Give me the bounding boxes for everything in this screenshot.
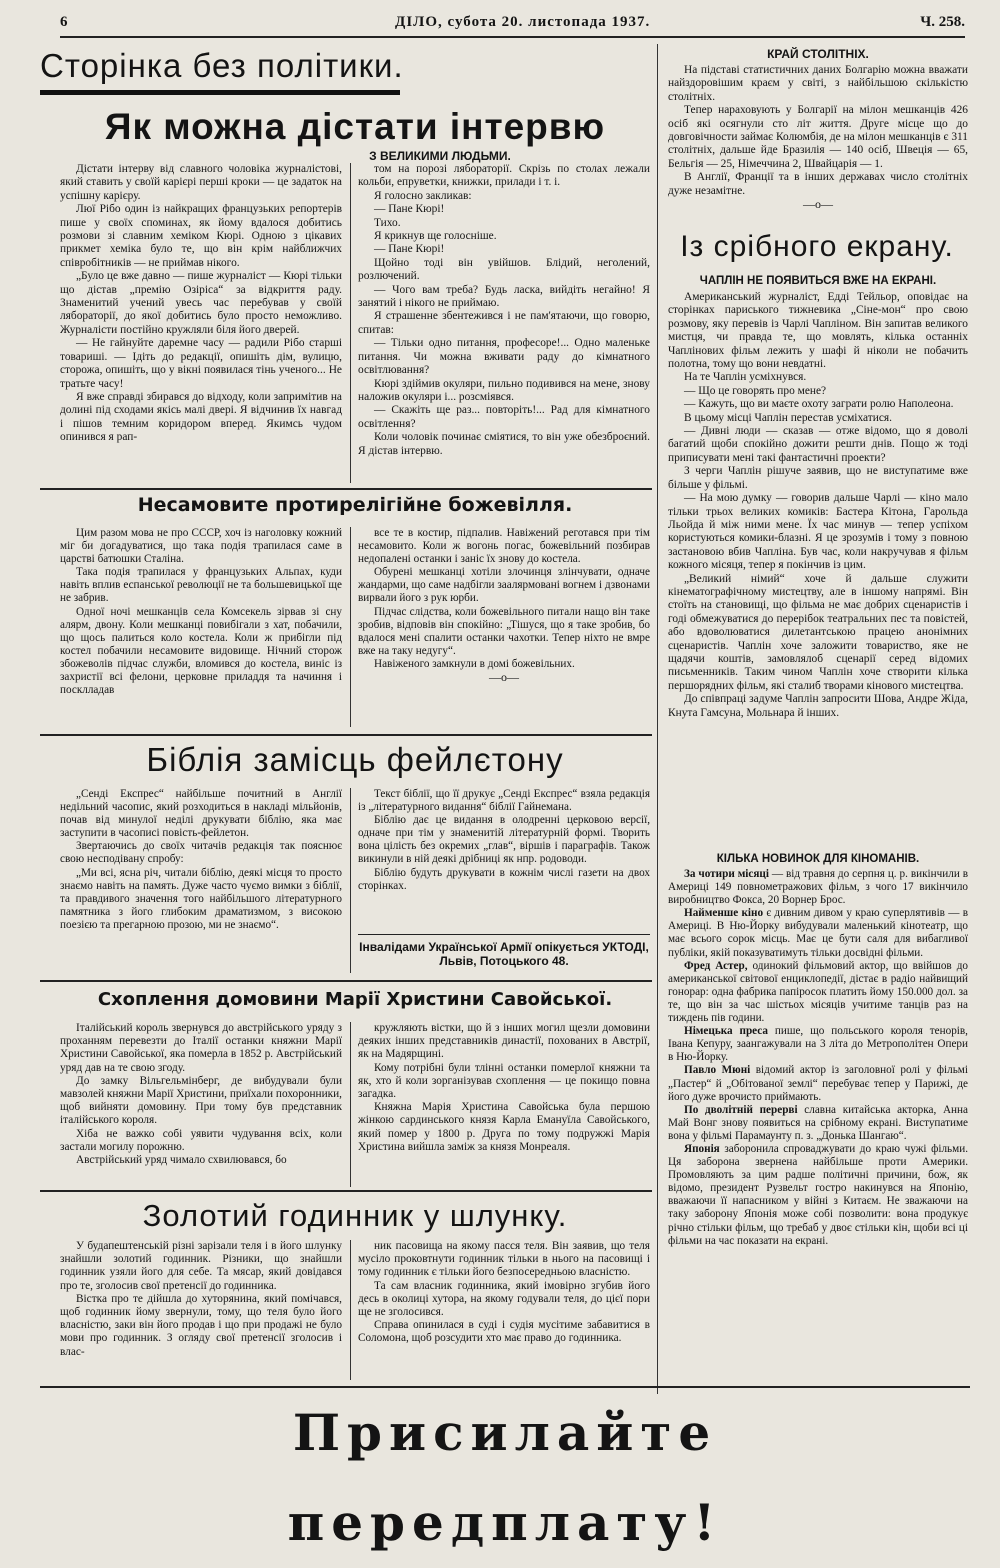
paragraph: — Чого вам треба? Будь ласка, вийдіть негайно! Я занятий і нікого не приймаю. [358, 283, 650, 310]
column-divider [657, 44, 658, 1394]
screen-header [662, 226, 972, 268]
section-title-block [40, 44, 410, 95]
religion-column-right [358, 527, 650, 683]
news-item [668, 868, 968, 907]
paragraph: — Скажіть ще раз... повторіть!... Рад для кімнатного освітлення? [358, 404, 650, 430]
news-item [668, 1025, 968, 1064]
paragraph: „Ми всі, ясна річ, читали біблію, деякі місця то просто знаємо навіть на память. Дуже часто чуємо вимки з біблії, та правдивого значення того найбільшого літературного памятника з його глибоким драматизмом, з високою поезією та прегарною прозою, ми не знаємо“. [60, 866, 342, 931]
paragraph: Люї Рібо один із найкращих французьких репортерів пише у своїх споминах, як йому вдалося добитись розмови зі славним хеміком Кюрі. Одною з цікавих прикмет хеміка було те, що він крім найближчих співробітників — не приймав нікого. [60, 203, 342, 269]
savoy-column-left [60, 1022, 342, 1167]
news-title: КІЛЬКА НОВИНОК ДЛЯ КІНОМАНІВ. [716, 853, 920, 865]
religion-column-left [60, 527, 342, 697]
interview-divider [350, 163, 351, 483]
divider-rule [40, 734, 652, 736]
section-title: Сторінка без політики. [40, 47, 404, 84]
paragraph: Текст біблії, що її друкує „Сенді Експрес“ взяла редакція із „літературного видання“ біблії Гайнемана. [358, 788, 650, 814]
paragraph: — Кажуть, що ви маєте охоту заграти ролю Наполеона. [684, 398, 954, 411]
paragraph: Я крикнув ще голосніше. [374, 230, 497, 243]
paragraph: — Пане Кюрі! [374, 243, 445, 256]
chaplin-body [668, 291, 968, 720]
news-lead: Фред Астер, [684, 959, 748, 972]
paragraph: — Що це говорять про мене? [684, 384, 827, 397]
bible-header [60, 740, 650, 780]
news-lead: Німецька преса [684, 1025, 768, 1038]
religion-title: Несамовите протирелігійне божевілля. [137, 494, 573, 516]
paragraph: Я голосно закликав: [374, 189, 472, 202]
interview-column-right [358, 163, 650, 458]
watch-column-left [60, 1240, 342, 1359]
centenarians-header [668, 46, 968, 62]
paragraph: — Дивні люди — сказав — отже відомо, що я доволі багатий щоби спокійно дожити решти днів. Пощо ж тоді приписувати мені такі фантастичні проекти? [668, 425, 968, 464]
end-mark: —o— [803, 197, 833, 212]
news-item [668, 1064, 968, 1103]
news-text: заборонила спроваджувати до краю чужі фільми. Ця заборона звернена найбільше проти Америки. Промовляють за цим радше політичні причини, бож, як відомо, президент Рузвельт гостро накинувся на Японію, вважаючи її напасником у війні з Китаєм. Не зважаючи на таку заборону Японія може собі позволити: вона продукує річно стільки фільм, що требаб у двоє стільки кін, щоби всі ці фільми на час показати на екрані. [668, 1142, 968, 1247]
paragraph: З черги Чаплін рішуче заявив, що не виступатиме вже більше у фільмі. [668, 465, 968, 491]
paragraph: „Було це вже давно — пише журналіст — Кюрі тільки що дістав „премію Озіріса“ за відкриття раду. Знаменитий учений увесь час перебував у своїй лябораторії, до якої добитись було просто неможливо. Журналісти постійно кружляли біля його дверей. [60, 270, 342, 336]
divider-rule [40, 980, 652, 982]
bible-divider [350, 788, 351, 973]
paragraph: Біблію дає це видання в олодренні церковою версії, одначе при тім у знаменитій літературній формі. Творить вона цілість без окремих „глав“, віршів і параграфів. Також викинули в ній деякі дрібниці як нпр. родоводи. [358, 814, 650, 866]
paragraph: Я страшенне збентежився і не пам'ятаючи, що говорю, спитав: [358, 310, 650, 336]
paragraph: Кюрі здіймив окуляри, пильно подивився на мене, знову наложив окуляри і... розсміявся. [358, 377, 650, 403]
paragraph: Американський журналіст, Едді Тейльор, оповідає на сторінках париського тижневика „Сіне-мон“ про свою розмову, яку перевів із Чарлі Чапліном. Він запитав великого мистця, чи правда те, що мовлять, кілька останніх Чаплінових фільм лежить у шафі й ніколи не побачить полотна, тому що вони невдатні. [668, 291, 968, 371]
bible-column-right [358, 788, 650, 893]
paragraph: Хіба не важко собі уявити чудування всіх, коли застали могилу порожню. [60, 1127, 342, 1153]
paragraph: Коли чоловік починає сміятися, то він уже обезброєний. Я дістав інтервю. [358, 431, 650, 457]
news-lead: Японія [684, 1142, 720, 1155]
newspaper-date: ДІЛО, субота 20. листопада 1937. [395, 14, 651, 30]
end-mark: —o— [489, 670, 519, 685]
news-text: — від травня до серпня ц. р. викінчили в Америці 149 повнометражових фільм, з чого 17 викінчило виробництво Фокса, 20 Ворнер Брос. [668, 868, 968, 907]
paragraph: Біблію будуть друкувати в кожнім числі газети на двох сторінках. [358, 866, 650, 892]
paragraph: „Великий німий“ хоче й дальше служити кінематографічному мистецтву, але в іншому напрямі. Він стоїть на становищі, що фільма не має добрих сценаристів і годі обмежуватися до перерібок театральних пес та повістей, або вдоволюватися дилетантською працею анонімних сценаристів. Чаплін хоче заложити товариство, яке не щадячи коштів, замовлялоб сценарії серед відомих письменників. Таким чином Чаплін хоче створити кілька першорядних фільм, які сталиб творами кінового мистецтва. [668, 572, 968, 692]
masthead [60, 14, 965, 38]
paragraph: Тихо. [374, 216, 401, 229]
news-text: славна китайська акторка, Анна Май Вонг знову появиться на срібному екрані. Виступатиме вона у фільмі Парамаунту п. з. „Донька Шангаю“. [668, 1103, 969, 1142]
bible-title: Біблія замісць фейлєтону [146, 741, 564, 778]
paragraph: Я вже справді збирався до відходу, коли запримітив на долині під сходами якісь малі двері. Я відчинив їх навгад і пішов темним коридором вперед. Якимсь чудом опинився я рап- [60, 390, 342, 444]
paragraph: Та сам власник годинника, який імовірно згубив його десь в околиці хутора, на якому годували теля, до цієї пори ще не зголосився. [358, 1279, 650, 1319]
news-item [668, 1104, 968, 1143]
page-number: 6 [60, 14, 68, 30]
interview-column-left [60, 163, 342, 445]
watch-header [60, 1194, 650, 1238]
centenarians-body [668, 64, 968, 210]
news-item [668, 1143, 968, 1248]
paragraph: Підчас слідства, коли божевільного питали нащо він таке зробив, відповів він спокійно: „Тішуся, що я таке зробив, бо вдалося мені спалити останки чахотки. Тепер ніхто не вмре вже на таку недугу“. [358, 605, 650, 657]
paragraph: Італійський король звернувся до австрійського уряду з проханням перевезти до Італії останки княжни Марії Христини Савойської, яка померла в 1852 р. Австрійський уряд дав на те свою згоду. [60, 1022, 342, 1074]
news-header [668, 852, 968, 867]
news-lead: Павло Мюні [684, 1064, 751, 1077]
paragraph: В цьому місці Чаплін перестав усміхатися. [684, 411, 892, 424]
savoy-column-right [358, 1022, 650, 1154]
paragraph: Щойно тоді він увійшов. Блідий, неголений, розлючений. [358, 256, 650, 283]
news-text: відомий актор із заголовної ролі у фільмі „Пастер“ й „Обітованої землі“ перебуває тепер у Парижі, де його дуже врочисто приймають. [668, 1064, 968, 1103]
paragraph: — Тільки одно питання, професоре!... Одно маленьке питання. Чи можна вживати раду до кімнатного освітлювання? [358, 337, 650, 377]
savoy-title: Схоплення домовини Марії Христини Савойської. [97, 989, 613, 1010]
paragraph: — На мою думку — говорив дальше Чарлі — кіно мало тільки трьох великих комиків: Бастера Кітона, Гарольда Льойда й між ними мене. Їх час минув — тепер успіхом користуються комики-блазні. Я це зрозумів і тому з повною застановою вбив Чапліна. Був час, коли накручував я фільм кожного місяця, тепер я покінчив із цим. [668, 492, 968, 572]
ukt-notice [358, 940, 650, 968]
paragraph: все те в костир, підпалив. Навіжений реготався при тім несамовито. Коли ж вогонь погас, божевільний позбирав недопалені останки і заніс їх знову до костела. [358, 527, 650, 566]
paragraph: Кому потрібні були тлінні останки померлої княжни та як, хто й коли зорганізував схоплення — це покищо повна загадка. [358, 1061, 650, 1101]
paragraph: — Пане Кюрі! [374, 203, 445, 216]
religion-divider [350, 527, 351, 727]
centenarians-title: КРАЙ СТОЛІТНІХ. [767, 47, 869, 61]
paragraph: Справа опинилася в суді і судія мусітиме забавитися в Соломона, щоб розсудити хто має право до годинника. [358, 1319, 650, 1345]
interview-subtitle: З ВЕЛИКИМИ ЛЮДЬМИ. [369, 149, 511, 163]
paragraph: Така подія трапилася у французьких Альпах, куди навіть вплив еспанської революції не та большевицької ще не забрив. [60, 566, 342, 605]
news-text: є дивним дивом у краю суперлятивів — в Америці. В Ню-Йорку вибудували маленький кінотеатр, що має всього сорок місць. Має це бути саля для вибагливої публіки, якій показуватимуть тільки досвідні фільми. [668, 907, 968, 959]
news-item [668, 907, 968, 959]
paragraph: кружляють вістки, що й з інших могил щезли домовини деяких інших представників династії, похованих в Австрії, як на Мадярщині. [358, 1022, 650, 1061]
religion-header [60, 492, 650, 518]
paragraph: Дістати інтерву від славного чоловіка журналістові, який ставить у своїй карієрі перші кроки — це задаток на успішну карієру. [60, 163, 342, 202]
paragraph: До замку Вільгельмінберг, де вибудували були мавзолей княжни Марії Христини, приїхали похоронники, щоб вийняти домовину. При тому був представник італійського короля. [60, 1074, 342, 1127]
paragraph: На підставі статистичних даних Болгарію можна вважати найздоровішим краєм у світі, з найбільшою скількістю столітніх. [668, 64, 968, 103]
watch-title: Золотий годинник у шлунку. [142, 1198, 568, 1233]
paragraph: Звертаючись до своїх читачів редакція так пояснює свою несподівану спробу: [60, 840, 342, 866]
paragraph: Княжна Марія Христина Савойська була першою жінкою сардинського князя Карла Емануїла Савойського, який помер у 1800 р. Друга по тому подружжі Марія Христина вийшла заміж за князя Монреаля. [358, 1101, 650, 1153]
watch-divider [350, 1240, 351, 1380]
watch-column-right [358, 1240, 650, 1346]
news-lead: За чотири місяці [684, 868, 769, 880]
paragraph: На те Чаплін усміхнувся. [684, 371, 807, 384]
divider-rule [40, 1190, 652, 1192]
interview-title: Як можна дістати інтервю [104, 106, 606, 147]
paragraph: Одної ночі мешканців села Комсекель зірвав зі сну алярм, двону. Коли мешканці повибігали з хат, побачили, що щось палиться коло костела. Коли ж прибігли під костел побачили несамовите видовище. Нічний сторож збожеволів підчас служби, вломився до костела, виніс із захристії всі фелони, церковне приладдя та начиння і посклладав [60, 605, 342, 697]
bible-column-left [60, 788, 342, 932]
paragraph: том на порозі лябораторії. Скрізь по столах лежали кольби, епруветки, книжки, прилади і т. і. [358, 163, 650, 189]
paragraph: Цим разом мова не про СССР, хоч із наголовку кожний міг би догадуватися, що така подія трапилася саме в царстві батюшки Сталіна. [60, 527, 342, 566]
interview-header [60, 105, 650, 163]
news-text: одинокий фільмовий актор, що ввійшов до американської світової енциклопедії, дістає в радіо найвищий гонорар: одна фабрика папіросок платить йому 150.000 дол. за те, що він за час шістьох місяців учитиме танців раз на тиждень пів години. [668, 959, 968, 1025]
paragraph: Тепер нараховують у Болгарії на мілон мешканців 426 осіб які осягнули сто літ життя. Друге місце що до довговічности займає Колюмбія, де на мілон мешканців є 311 столітніх, дальше йде Бразилія — 140 осіб, Швеція — 65, Бельгія — 25, Німеччина 2, Швайцарія — 1. [668, 104, 968, 170]
savoy-divider [350, 1022, 351, 1187]
paragraph: Австрійський уряд чимало схвилювався, бо [76, 1154, 287, 1167]
chaplin-title: ЧАПЛІН НЕ ПОЯВИТЬСЯ ВЖЕ НА ЕКРАНІ. [699, 275, 937, 287]
paragraph: У будапештенській різні зарізали теля і в його шлунку знайшли золотий годинник. Різники, що знайшли годинник узяли його для себе. Та мясар, який довідався про те, зголосив свої претенсії до годинника. [60, 1240, 342, 1292]
notice-text: Інвалідами Української Армії опікується УКТОДІ, Львів, Потоцького 48. [359, 940, 649, 968]
screen-title: Із срібного екрану. [680, 230, 954, 263]
section-title-underline [40, 90, 400, 95]
news-lead: По дволітній перерві [684, 1103, 798, 1116]
news-text: пише, що польського короля тенорів, Івана Кепуру, заангажували на 3 літа до Метрополітен Опери в Ню-Йорку. [668, 1025, 968, 1064]
paragraph: Обурені мешканці хотіли злочинця злінчувати, одначе жандарми, що саме надбігли заалярмовані вогнем і дзвонами вирвали його з рук юрби. [358, 566, 650, 605]
news-lead: Найменше кіно [684, 907, 764, 920]
paragraph: Вістка про те дійшла до хуторянина, який помічався, щоб годинник йому звернули, тому, що теля було його власністю, заки він його продав і що при продажі не було мови про годинник. З огляду свої претенсії зголосив і влас- [60, 1292, 342, 1358]
paragraph: ник пасовища на якому пасся теля. Він заявив, що теля мусіло проковтнути годинник тільки в нього на пасовищі і тому годинник є тільки його безпосередньою власністю. [358, 1240, 650, 1279]
issue-number: Ч. 258. [920, 14, 965, 30]
paragraph: Навіженого замкнули в домі божевільних. [374, 657, 575, 670]
paragraph: До співпраці задуме Чаплін запросити Шова, Андре Жіда, Кнута Гамсуна, Мольнара й інших. [668, 693, 968, 719]
paragraph: — Не гайнуйте даремне часу — радили Рібо старші товариші. — Ідіть до редакції, опишіть дім, вулицю, сторожа, опишіть, що у вікні появилася тінь ученого... Не тратьте часу! [60, 337, 342, 390]
savoy-header [60, 986, 650, 1014]
notice-rule [358, 934, 650, 935]
subscription-banner: Присилайте передплату! [287, 1403, 723, 1552]
paragraph: В Англії, Франції та в інших державах число столітніх дуже незамітне. [668, 171, 968, 197]
news-body [668, 868, 968, 1248]
news-item [668, 960, 968, 1025]
divider-rule [40, 488, 652, 490]
chaplin-header [668, 274, 968, 289]
paragraph: „Сенді Експрес“ найбільше почитний в Англії недільний часопис, який розходиться в накладі мільйонів, почав від минулої неділі друкувати біблію, яка має заступити в часописі повість-фейлетон. [60, 788, 342, 840]
